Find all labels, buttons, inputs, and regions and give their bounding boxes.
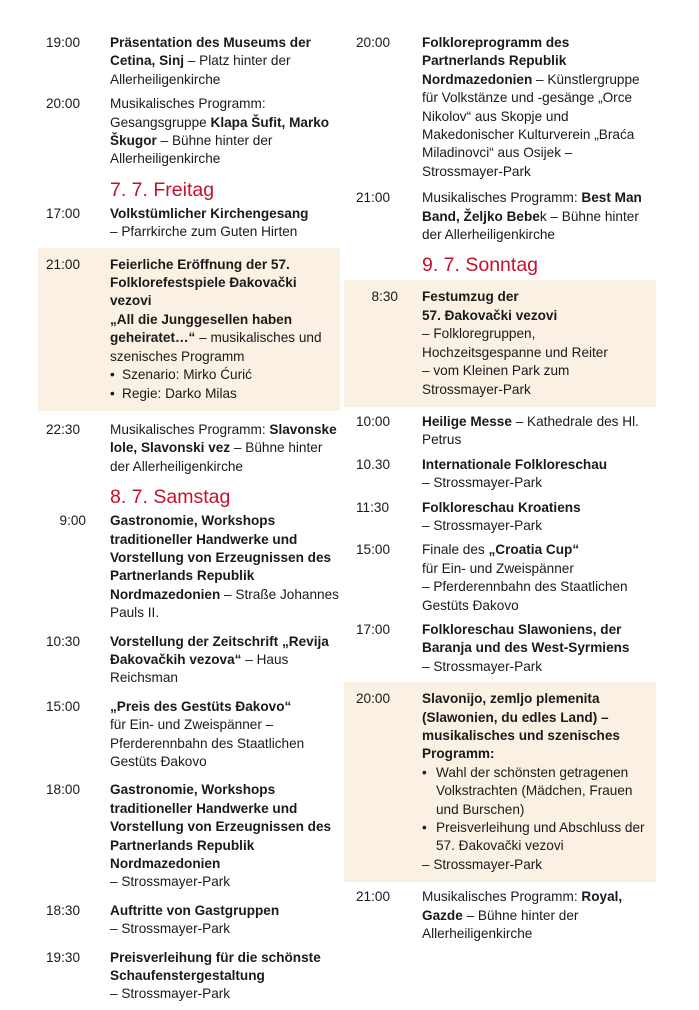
event-location: – Strossmayer-Park — [110, 921, 231, 937]
event-title: Festumzug der — [422, 289, 519, 305]
event-title: Internationale Folkloreschau — [422, 456, 608, 472]
event-time: 19:00 — [46, 35, 81, 50]
event-title: Klapa Šufit, Marko Škugor — [110, 114, 330, 149]
event-entry — [344, 888, 656, 943]
day-heading: 9. 7. Sonntag — [422, 254, 539, 277]
event-title: Gastronomie, Workshops traditioneller Handwerke und Vorstellung von Erzeugnissen des Partnerlands Republik Nordmazedonien — [110, 782, 332, 872]
event-location: – Bühne hinter der Allerheiligenkirche — [110, 440, 323, 474]
event-location: – Bühne hinter der Allerheiligenkirche — [422, 907, 579, 942]
program-item: • Preisverleihung und Abschluss der 57. Đakovački vezovi — [422, 819, 650, 856]
event-entry — [344, 189, 656, 244]
event-title: Royal, Gazde — [422, 889, 623, 923]
credits-list — [110, 366, 334, 403]
event-title: Folkloreprogramm des Partnerlands Republik Nordmazedonien — [422, 35, 570, 87]
event-text: – musikalisches und szenisches Programm — [110, 330, 322, 364]
event-location: für Ein- und Zweispänner – Pferderennbahn des Staatlichen Gestüts Đakovo — [110, 717, 305, 769]
event-title: Heilige Messe — [422, 413, 512, 429]
event-entry — [38, 633, 340, 688]
event-time: 21:00 — [356, 190, 391, 206]
event-location: – Strossmayer-Park — [422, 475, 543, 491]
event-text: Musikalisches Programm: — [110, 421, 270, 437]
event-time: 17:00 — [356, 621, 391, 637]
event-time: 19:30 — [46, 949, 81, 965]
event-entry — [38, 95, 340, 169]
event-location: – Bühne hinter der Allerheiligenkirche — [110, 133, 273, 167]
event-time: 15:00 — [46, 698, 81, 714]
event-text: für Ein- und Zweispänner — [422, 560, 574, 576]
event-title: Vorstellung der Zeitschrift „Revija Đakovačkih vezova“ — [110, 633, 329, 667]
schedule-left-column — [38, 34, 340, 1010]
event-time: 15:00 — [356, 542, 391, 558]
event-title: „Croatia Cup“ — [488, 542, 580, 558]
event-location: – Kathedrale des Hl. Petrus — [422, 413, 639, 448]
event-title: Preisverleihung für die schönste Schaufenstergestaltung — [110, 949, 321, 984]
event-entry — [344, 456, 656, 493]
event-entry — [344, 413, 656, 450]
event-location: – Pfarrkirche zum Guten Hirten — [110, 224, 298, 240]
event-title: „Preis des Gestüts Đakovo“ — [110, 698, 292, 714]
event-location: – Strossmayer-Park — [110, 986, 231, 1002]
event-location: – Strossmayer-Park — [422, 856, 543, 872]
event-title: Auftritte von Gastgruppen — [110, 902, 280, 918]
event-time: 10:00 — [356, 413, 391, 429]
event-location: – vom Kleinen Park zum Strossmayer-Park — [422, 363, 570, 397]
event-time: 18:30 — [46, 902, 81, 918]
event-entry — [344, 541, 656, 615]
event-title: Slavonske lole, Slavonski vez — [110, 421, 337, 456]
event-title: Folkloreschau Slawoniens, der Baranja und des West-Syrmiens — [422, 621, 630, 656]
event-time: 21:00 — [356, 889, 391, 905]
event-title: Folkloreschau Kroatiens — [422, 499, 581, 515]
event-entry — [38, 417, 340, 476]
event-entry-highlighted — [344, 682, 656, 882]
event-location: – Platz hinter der Allerheiligenkirche — [110, 53, 291, 87]
event-entry — [38, 205, 340, 242]
event-entry — [38, 698, 340, 772]
event-entry-highlighted — [344, 280, 656, 406]
event-entry — [344, 621, 656, 676]
event-title: Feierliche Eröffnung der 57. Folklorefestspiele Đakovački vezovi — [110, 256, 297, 309]
event-text: Musikalisches Programm: Gesangsgruppe — [110, 96, 266, 130]
event-location: – Haus Reichsman — [110, 651, 289, 686]
event-time: 20:00 — [356, 691, 391, 707]
event-location: – Strossmayer-Park — [422, 658, 543, 674]
event-text: – Folkloregruppen, Hochzeitsgespanne und Reiter — [422, 326, 608, 360]
event-time: 17:00 — [46, 205, 81, 221]
event-title: Slavonijo, zemljo plemenita (Slawonien, du edles Land) – musikalisches und szenisches Programm: — [422, 691, 620, 762]
credit-item: • Regie: Darko Milas — [110, 385, 334, 403]
event-text: Musikalisches Programm: — [422, 190, 582, 206]
day-heading: 7. 7. Freitag — [110, 178, 215, 201]
event-entry — [38, 949, 340, 1004]
event-text: – Künstlergruppe für Volkstänze und -gesänge „Orce Nikolov“ aus Skopje und Makedonischer Kulturverein „Braća Miladinovci“ aus Osijek – Strossmayer-Park — [422, 71, 640, 179]
day-heading: 8. 7. Samstag — [110, 486, 231, 509]
event-time: 11:30 — [356, 499, 390, 515]
event-time: 10.30 — [356, 456, 391, 472]
event-entry — [38, 34, 340, 89]
event-location: – Pferderennbahn des Staatlichen Gestüts Đakovo — [422, 579, 628, 613]
event-subtitle: 57. Đakovački vezovi — [422, 307, 558, 323]
event-location: – Strossmayer-Park — [110, 874, 231, 890]
event-location: k – Bühne hinter der Allerheiligenkirche — [422, 208, 639, 243]
program-list — [422, 764, 650, 856]
event-time: 21:00 — [46, 256, 81, 272]
event-entry — [344, 499, 656, 536]
event-time: 9:00 — [59, 513, 86, 529]
event-title: Gastronomie, Workshops traditioneller Handwerke und Vorstellung von Erzeugnissen des Partnerlands Republik Nordmazedonien — [110, 513, 332, 602]
event-entry-highlighted — [38, 248, 340, 411]
event-subtitle: „All die Junggesellen haben geheiratet…“ — [110, 311, 293, 346]
program-item: • Wahl der schönsten getragenen Volkstrachten (Mädchen, Frauen und Burschen) — [422, 764, 650, 819]
event-title: Präsentation des Museums der Cetina, Sinj — [110, 35, 311, 69]
event-time: 20:00 — [46, 96, 81, 112]
event-location: – Straße Johannes Pauls II. — [110, 586, 339, 621]
event-title: Best Man Band, Željko Bebe — [422, 190, 642, 224]
event-time: 20:00 — [356, 35, 391, 50]
event-entry — [38, 781, 340, 891]
event-time: 18:00 — [46, 782, 81, 798]
event-entry — [38, 902, 340, 939]
event-time: 8:30 — [371, 289, 398, 305]
schedule-right-column — [344, 34, 656, 949]
event-title: Volkstümlicher Kirchengesang — [110, 205, 309, 221]
event-time: 22:30 — [46, 421, 81, 437]
event-text: Finale des — [422, 542, 489, 558]
event-entry — [344, 34, 656, 181]
event-time: 10:30 — [46, 633, 81, 649]
credit-item: • Szenario: Mirko Ćurić — [110, 366, 334, 384]
event-location: – Strossmayer-Park — [422, 517, 543, 533]
event-text: Musikalisches Programm: — [422, 889, 582, 905]
event-entry — [38, 512, 340, 622]
